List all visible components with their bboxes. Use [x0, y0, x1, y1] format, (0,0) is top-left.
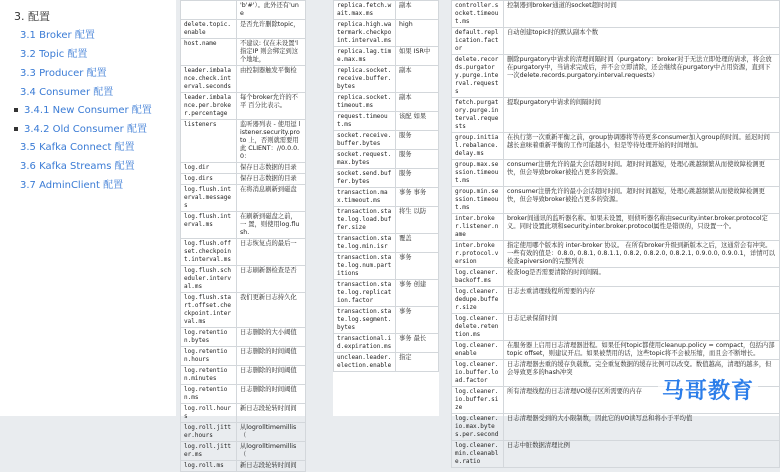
- config-name-cell: replica.high.watermark.checkpoint.interval.ms: [334, 20, 396, 47]
- config-name-cell: group.max.session.timeout.ms: [452, 160, 504, 187]
- table-row: [452, 1, 780, 28]
- config-name-cell: log.retention.bytes: [181, 328, 237, 347]
- table-row: [334, 66, 439, 93]
- config-description-cell: 指定使用哪个版本的 inter-broker 协议。 在所有broker升级到新版本之后，这通常会有冲突。一些有效的值是：0.8.0, 0.8.1, 0.8.1.1, 0.8.2, 0.8.2.0, 0.8.2.1, 0.9.0.0, 0.9.0.1，详情可以检查apiversion的完整列表: [504, 241, 780, 268]
- config-name-cell: delete.records.purgatory.purge.interval.requests: [452, 55, 504, 98]
- config-description-cell: 提取purgatory中请求的间隔时间: [504, 98, 780, 133]
- table-row: [181, 163, 306, 174]
- config-description-cell: broker间通讯的监听器名称。如果未设置，则侦听器名称由security.inter.broker.protocol定义。同时设置此项和security.inter.broker.protocol属性是错误的，只设置一个。: [504, 214, 780, 241]
- config-description-cell: 在服务器上启用日志清理器进程。如果任何topic都使用cleanup.policy = compact，包括内部topic offset，则建议开启。如果被禁用的话，这些topic将不会被压缩，而且会不断增长。: [504, 341, 780, 360]
- config-name-cell: request.timeout.ms: [334, 112, 396, 131]
- config-table-panel-2: [333, 0, 439, 416]
- table-row: [452, 414, 780, 441]
- config-name-cell: transaction.state.log.segment.bytes: [334, 307, 396, 334]
- config-description-cell: 服务: [396, 169, 439, 188]
- config-name-cell: leader.imbalance.check.interval.seconds: [181, 66, 237, 93]
- toc-link[interactable]: [20, 45, 87, 60]
- config-description-cell: 日志清理器去重的缓存负载数。完全重复数据的缓存比例可以改变。数值越高，清理的越多，但会导致更多的hash冲突: [504, 360, 780, 387]
- table-row: [181, 20, 306, 39]
- config-description-cell: 服务: [396, 131, 439, 150]
- config-description-cell: 事务: [396, 253, 439, 280]
- config-description-cell: 不建议: 仅在未设置'l 指定IP 则会绑定到这个地址，: [237, 39, 306, 66]
- config-name-cell: transaction.state.log.replication.factor: [334, 280, 396, 307]
- config-name-cell: log.retention.ms: [181, 385, 237, 404]
- config-description-cell: 事务 事务: [396, 188, 439, 207]
- config-name-cell: default.replication.factor: [452, 28, 504, 55]
- config-description-cell: 日志刷新器检查是否: [237, 266, 306, 293]
- config-description-cell: consumer注册允许的最小会话超时时间。超时时间越短，处理心跳越频繁从而使故障检测更快，但会导致broker被抢占更多的资源。: [504, 187, 780, 214]
- table-row: [452, 98, 780, 133]
- config-description-cell: 从logrolltimemillis（: [237, 442, 306, 461]
- config-name-cell: log.roll.hours: [181, 404, 237, 423]
- table-row: [452, 241, 780, 268]
- config-name-cell: log.retention.minutes: [181, 366, 237, 385]
- config-name-cell: log.cleaner.io.buffer.load.factor: [452, 360, 504, 387]
- watermark-logo: 马哥教育: [658, 374, 758, 405]
- bullet-icon: [14, 127, 18, 131]
- config-name-cell: socket.send.buffer.bytes: [334, 169, 396, 188]
- table-row: [181, 442, 306, 461]
- config-description-cell: 所有清理线程的日志清理I/O缓存区所需要的内存: [504, 387, 780, 414]
- toc-link[interactable]: [20, 138, 135, 153]
- config-name-cell: transactional.id.expiration.ms: [334, 334, 396, 353]
- table-row: [334, 93, 439, 112]
- config-description-cell: 我们更新日志持久化: [237, 293, 306, 328]
- config-name-cell: controller.socket.timeout.ms: [452, 1, 504, 28]
- table-row: [181, 385, 306, 404]
- config-name-cell: group.initial.rebalance.delay.ms: [452, 133, 504, 160]
- config-description-cell: consumer注册允许的最大会话超时时间。超时时间越短，处理心跳越频繁从而使故障检测更快，但会导致broker被抢占更多的资源。: [504, 160, 780, 187]
- table-row: [452, 187, 780, 214]
- config-name-cell: log.cleaner.io.max.bytes.per.second: [452, 414, 504, 441]
- table-row: [334, 207, 439, 234]
- config-name-cell: log.flush.start.offset.checkpoint.interval.ms: [181, 293, 237, 328]
- config-description-cell: 副本: [396, 66, 439, 93]
- table-row: [334, 188, 439, 207]
- config-description-cell: 在执行第一次重新平衡之前，group协调器将等待更多consumer加入group的时间。延迟时间越长意味着重新平衡的工作可能越小，但是等待处理开始的时间增加。: [504, 133, 780, 160]
- config-name-cell: replica.socket.timeout.ms: [334, 93, 396, 112]
- config-description-cell: 日志恢复点的最后一: [237, 239, 306, 266]
- table-row: [452, 55, 780, 98]
- table-row: [181, 266, 306, 293]
- config-description-cell: 新日志段轮转时间间: [237, 461, 306, 472]
- table-row: [181, 293, 306, 328]
- table-row: [334, 253, 439, 280]
- table-row: [452, 268, 780, 287]
- toc-link[interactable]: [20, 26, 95, 41]
- config-description-cell: 日志清理器受到的大小限制数，因此它的I/O读写总和将小于平均值: [504, 414, 780, 441]
- toc-link[interactable]: [14, 101, 152, 116]
- config-description-cell: 自动创建topic时的默认副本个数: [504, 28, 780, 55]
- config-description-cell: 是否允许删除topic，: [237, 20, 306, 39]
- config-description-cell: 监听器列表 - 使用逗 listener.security.proto 上，否则就需要用此 CLIENT：//0.0.0.0：: [237, 120, 306, 163]
- config-description-cell: 日志删除的时间阈值: [237, 385, 306, 404]
- table-row: [334, 280, 439, 307]
- config-name-cell: log.dirs: [181, 174, 237, 185]
- config-description-cell: 日志删除的时间阈值: [237, 366, 306, 385]
- table-row: [181, 185, 306, 212]
- config-table-panel-1: [180, 0, 306, 469]
- config-description-cell: 检查log是否需要清除的时间间隔。: [504, 268, 780, 287]
- table-row: [181, 1, 306, 20]
- table-row: [181, 347, 306, 366]
- config-name-cell: fetch.purgatory.purge.interval.requests: [452, 98, 504, 133]
- toc-link-label: 3.3 Producer 配置: [20, 68, 107, 79]
- table-row: [452, 214, 780, 241]
- bullet-icon: [14, 108, 18, 112]
- toc-link[interactable]: [14, 120, 147, 135]
- toc-link-label: 3.7 AdminClient 配置: [20, 180, 124, 191]
- config-description-cell: 新日志段轮转时间间: [237, 404, 306, 423]
- config-name-cell: replica.lag.time.max.ms: [334, 47, 396, 66]
- config-name-cell: log.cleaner.io.buffer.size: [452, 387, 504, 414]
- table-row: [181, 212, 306, 239]
- table-row: [334, 334, 439, 353]
- config-description-cell: 事务 创建: [396, 280, 439, 307]
- config-name-cell: log.flush.offset.checkpoint.interval.ms: [181, 239, 237, 266]
- config-name-cell: log.flush.interval.messages: [181, 185, 237, 212]
- config-name-cell: log.cleaner.backoff.ms: [452, 268, 504, 287]
- config-name-cell: log.retention.hours: [181, 347, 237, 366]
- table-row: [181, 423, 306, 442]
- config-name-cell: transaction.state.log.load.buffer.size: [334, 207, 396, 234]
- config-name-cell: socket.receive.buffer.bytes: [334, 131, 396, 150]
- config-description-cell: 保存日志数据的目录: [237, 163, 306, 174]
- table-row: [334, 20, 439, 47]
- config-table-2: [333, 0, 439, 372]
- config-name-cell: log.flush.interval.ms: [181, 212, 237, 239]
- config-name-cell: log.roll.jitter.ms: [181, 442, 237, 461]
- table-row: [334, 353, 439, 372]
- config-description-cell: 日志删除的大小阈值: [237, 328, 306, 347]
- config-description-cell: 从logrolltimemillis（: [237, 423, 306, 442]
- config-name-cell: transaction.state.log.min.isr: [334, 234, 396, 253]
- config-name-cell: transaction.max.timeout.ms: [334, 188, 396, 207]
- table-row: [181, 174, 306, 185]
- config-name-cell: [181, 1, 237, 20]
- table-row: [452, 341, 780, 360]
- config-description-cell: 副本: [396, 93, 439, 112]
- table-row: [334, 131, 439, 150]
- table-row: [181, 239, 306, 266]
- table-row: [334, 1, 439, 20]
- config-name-cell: replica.fetch.wait.max.ms: [334, 1, 396, 20]
- config-description-cell: 在将消息刷新到磁盘: [237, 185, 306, 212]
- config-description-cell: 日志记录保留时间: [504, 314, 780, 341]
- table-row: [452, 287, 780, 314]
- config-table-1: [180, 0, 306, 472]
- table-row: [334, 47, 439, 66]
- config-name-cell: host.name: [181, 39, 237, 66]
- table-row: [181, 366, 306, 385]
- table-row: [181, 93, 306, 120]
- toc-sidebar: [0, 0, 176, 416]
- toc-link-label: 3.5 Kafka Connect 配置: [20, 142, 135, 153]
- toc-link[interactable]: [20, 176, 123, 191]
- toc-link-label: 3.4.1 New Consumer 配置: [24, 105, 152, 116]
- table-row: [181, 120, 306, 163]
- table-row: [181, 404, 306, 423]
- config-name-cell: leader.imbalance.per.broker.percentage: [181, 93, 237, 120]
- config-name-cell: log.cleaner.delete.retention.ms: [452, 314, 504, 341]
- toc-link[interactable]: [20, 83, 113, 98]
- config-description-cell: 副本: [396, 1, 439, 20]
- toc-link[interactable]: [20, 157, 135, 172]
- table-row: [334, 169, 439, 188]
- config-description-cell: high: [396, 20, 439, 47]
- config-name-cell: replica.socket.receive.buffer.bytes: [334, 66, 396, 93]
- config-description-cell: 删除purgatory中请求的清理间隔时间（purgatory：broker对于无法立即处理的请求，将会放在purgatory中，当请求完成后，并不会立即清除，还会继续在purgatory中占用资源，直到下一次delete.records.purgatory.interval.requests）: [504, 55, 780, 98]
- toc-link[interactable]: [20, 64, 107, 79]
- config-name-cell: socket.request.max.bytes: [334, 150, 396, 169]
- config-name-cell: inter.broker.protocol.version: [452, 241, 504, 268]
- config-description-cell: 将生 以防: [396, 207, 439, 234]
- config-description-cell: 事务: [396, 307, 439, 334]
- table-row: [334, 307, 439, 334]
- table-row: [452, 441, 780, 468]
- config-description-cell: 每个broker允许的不平 百分比表示。: [237, 93, 306, 120]
- config-name-cell: log.roll.ms: [181, 461, 237, 472]
- config-name-cell: log.cleaner.enable: [452, 341, 504, 360]
- config-name-cell: inter.broker.listener.name: [452, 214, 504, 241]
- table-row: [181, 39, 306, 66]
- config-description-cell: 指定: [396, 353, 439, 372]
- config-description-cell: 保存日志数据的目录: [237, 174, 306, 185]
- toc-link-label: 3.4.2 Old Consumer 配置: [24, 124, 147, 135]
- config-table-panel-3: [451, 0, 780, 465]
- table-row: [452, 133, 780, 160]
- toc-heading: 3. 配置: [14, 10, 50, 23]
- config-name-cell: log.cleaner.min.cleanable.ratio: [452, 441, 504, 468]
- toc-link-label: 3.2 Topic 配置: [20, 49, 88, 60]
- config-name-cell: delete.topic.enable: [181, 20, 237, 39]
- config-description-cell: 事务 最长: [396, 334, 439, 353]
- toc-link-label: 3.1 Broker 配置: [20, 30, 95, 41]
- config-name-cell: log.roll.jitter.hours: [181, 423, 237, 442]
- config-name-cell: log.cleaner.dedupe.buffer.size: [452, 287, 504, 314]
- config-description-cell: 如果 ISR中: [396, 47, 439, 66]
- table-row: [334, 112, 439, 131]
- table-row: [452, 28, 780, 55]
- table-row: [181, 461, 306, 472]
- config-description-cell: 'b'#'）。此外还有'une: [237, 1, 306, 20]
- config-description-cell: 日志去重清理线程所需要的内存: [504, 287, 780, 314]
- table-row: [334, 150, 439, 169]
- config-description-cell: 覆盖: [396, 234, 439, 253]
- config-name-cell: log.flush.scheduler.interval.ms: [181, 266, 237, 293]
- table-row: [452, 160, 780, 187]
- table-row: [452, 314, 780, 341]
- config-name-cell: log.dir: [181, 163, 237, 174]
- config-description-cell: 日志删除的时间阈值: [237, 347, 306, 366]
- table-row: [334, 234, 439, 253]
- toc-link-label: 3.4 Consumer 配置: [20, 87, 114, 98]
- config-description-cell: 在刷新到磁盘之前，一 置，则使用log.flush.: [237, 212, 306, 239]
- config-description-cell: 日志中脏数据清理比例: [504, 441, 780, 468]
- config-name-cell: transaction.state.log.num.partitions: [334, 253, 396, 280]
- config-name-cell: group.min.session.timeout.ms: [452, 187, 504, 214]
- config-description-cell: 控制器到broker通道的socket超时时间: [504, 1, 780, 28]
- config-description-cell: 由控制器触发平衡检: [237, 66, 306, 93]
- table-row: [181, 66, 306, 93]
- config-description-cell: 该配 如果: [396, 112, 439, 131]
- toc-link-label: 3.6 Kafka Streams 配置: [20, 161, 135, 172]
- config-description-cell: 服务: [396, 150, 439, 169]
- table-row: [181, 328, 306, 347]
- config-name-cell: listeners: [181, 120, 237, 163]
- config-name-cell: unclean.leader.election.enable: [334, 353, 396, 372]
